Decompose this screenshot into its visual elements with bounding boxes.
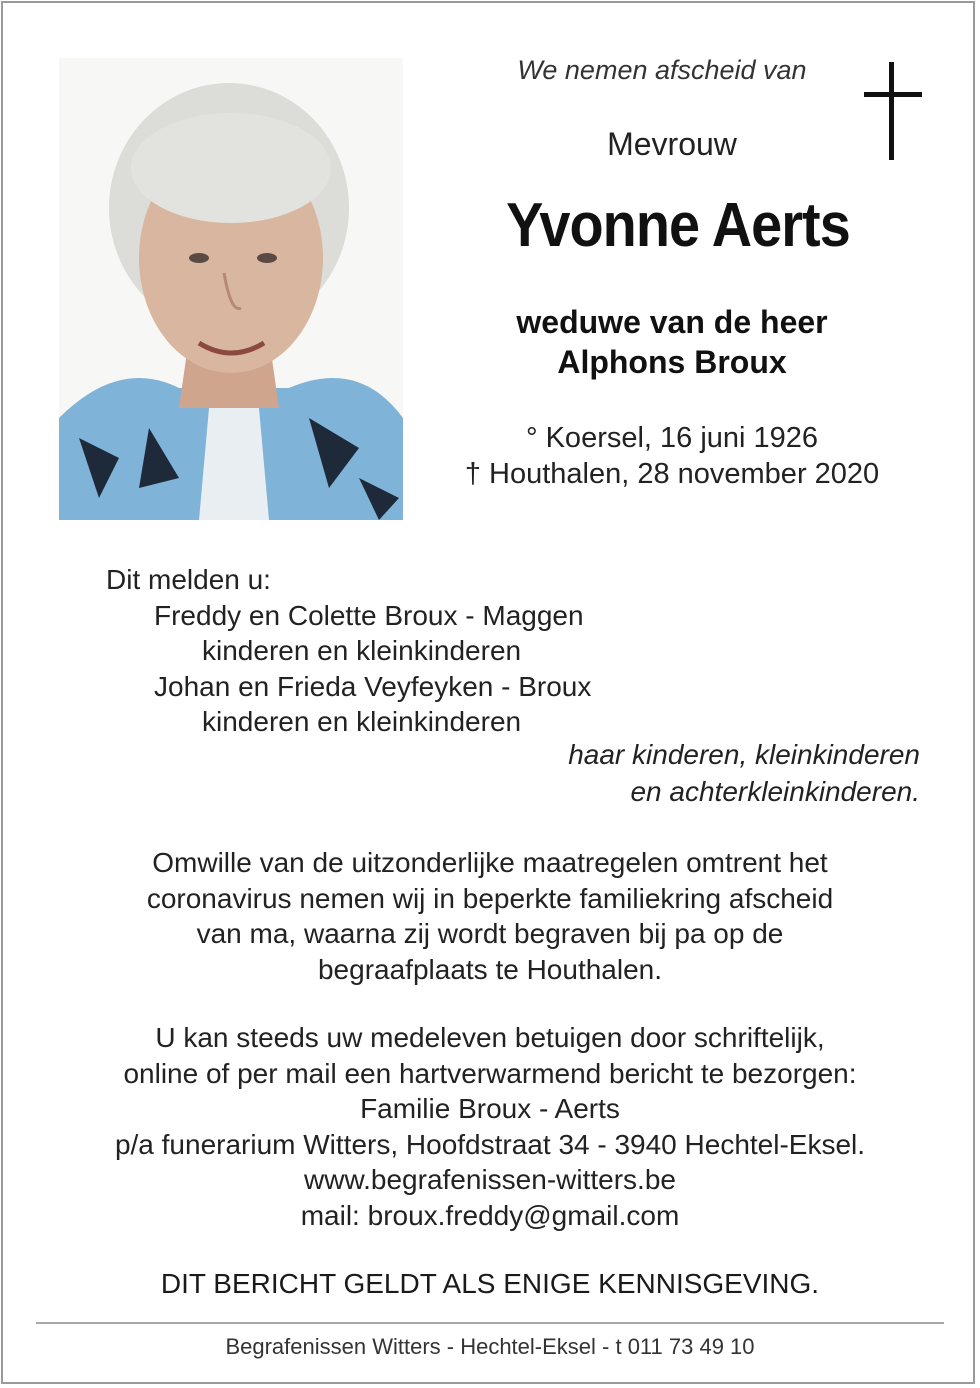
spouse-info	[440, 302, 904, 382]
portrait-photo	[59, 58, 403, 520]
funeral-home-address: p/a funerarium Witters, Hoofdstraat 34 - 3940 Hechtel-Eksel.	[114, 1128, 866, 1160]
birth-date: ° Koersel, 16 juni 1926	[525, 422, 819, 454]
spouse-line-1: weduwe van de heer	[516, 304, 828, 340]
paragraph-line: online of per mail een hartverwarmend bericht te bezorgen:	[123, 1057, 857, 1089]
funeral-paragraph	[40, 845, 940, 987]
family-address-name: Familie Broux - Aerts	[360, 1093, 620, 1124]
footer-text: Begrafenissen Witters - Hechtel-Eksel - t 011 73 49 10	[225, 1334, 755, 1359]
family-closing	[568, 736, 920, 810]
cross-icon	[864, 62, 922, 160]
family-line: Freddy en Colette Broux - Maggen	[154, 599, 584, 631]
paragraph-line: U kan steeds uw medeleven betuigen door schriftelijk,	[155, 1022, 825, 1053]
footer-divider	[36, 1322, 944, 1324]
notice-text: DIT BERICHT GELDT ALS ENIGE KENNISGEVING.	[160, 1268, 820, 1299]
intro-text: We nemen afscheid van	[517, 55, 807, 85]
family-line: Johan en Frieda Veyfeyken - Broux	[154, 670, 592, 702]
spouse-line-2: Alphons Broux	[557, 344, 787, 380]
email-link[interactable]: mail: broux.freddy@gmail.com	[300, 1199, 680, 1231]
life-dates	[440, 420, 904, 492]
condolence-paragraph	[40, 1020, 940, 1233]
family-line: kinderen en kleinkinderen	[202, 635, 522, 666]
family-line: kinderen en kleinkinderen	[202, 706, 522, 737]
family-closing-line-1: haar kinderen, kleinkinderen	[568, 739, 920, 770]
paragraph-line: coronavirus nemen wij in beperkte familiekring afscheid	[146, 882, 834, 914]
family-closing-line-2: en achterkleinkinderen.	[630, 776, 920, 807]
website-link[interactable]: www.begrafenissen-witters.be	[304, 1164, 676, 1195]
paragraph-line: van ma, waarna zij wordt begraven bij pa op de	[196, 918, 784, 949]
salutation: Mevrouw	[607, 126, 737, 162]
paragraph-line: begraafplaats te Houthalen.	[317, 953, 663, 985]
family-list	[106, 562, 591, 740]
paragraph-line: Omwille van de uitzonderlijke maatregelen omtrent het	[152, 847, 828, 878]
deceased-name: Yvonne Aerts	[506, 191, 850, 260]
family-lead: Dit melden u:	[106, 564, 271, 595]
death-date: † Houthalen, 28 november 2020	[464, 458, 880, 490]
